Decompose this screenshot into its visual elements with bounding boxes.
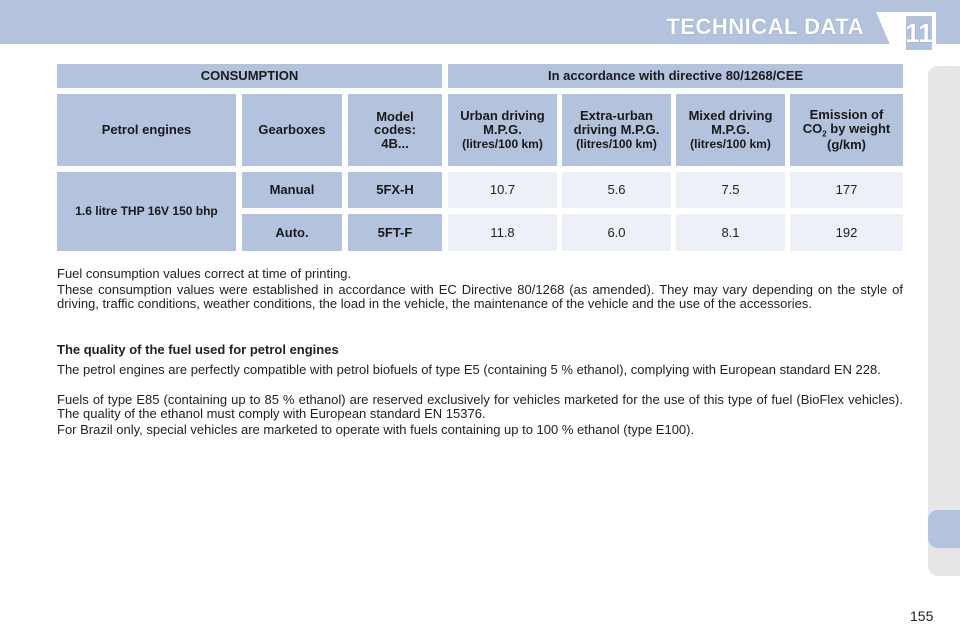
emission-header-rest: by weight [826,120,891,136]
co2-subscript: 2 [822,129,827,139]
urban-value: 11.8 [448,214,557,251]
model-codes-header-line: codes: [374,122,416,138]
model-code-cell: 5FT-F [348,214,442,251]
gearboxes-header: Gearboxes [242,94,342,166]
consumption-header: CONSUMPTION [57,64,442,88]
side-tab-marker [928,510,960,548]
urban-header-line: M.P.G. [483,121,522,137]
model-codes-header [348,94,442,166]
page-title: TECHNICAL DATA [666,14,864,39]
paragraph-e85: Fuels of type E85 (containing up to 85 % ethanol) are reserved exclusively for vehicles marketed for the use of this type of fuel (BioFlex vehicles). The quality of the ethanol must comply with European standard EN 15376. [57,392,903,421]
model-code-cell: 5FX-H [348,172,442,208]
mixed-header-line: Mixed driving [688,108,773,124]
chapter-number: 11 [904,14,934,52]
extra-urban-header [562,94,671,166]
extra-urban-header-line: Extra-urban [580,108,653,124]
extra-urban-header-unit: (litres/100 km) [576,137,657,152]
paragraph-e5: The petrol engines are perfectly compatible with petrol biofuels of type E5 (containing 5 % ethanol), complying with European standard EN 228. [57,362,881,377]
urban-header-unit: (litres/100 km) [462,137,543,152]
mixed-header [676,94,785,166]
emission-value: 192 [790,214,903,251]
petrol-engines-header: Petrol engines [57,94,236,166]
mixed-header-unit: (litres/100 km) [690,137,771,152]
gearbox-cell: Auto. [242,214,342,251]
emission-header-co2 [803,122,891,139]
section-title: The quality of the fuel used for petrol engines [57,342,339,357]
emission-value: 177 [790,172,903,208]
urban-header-line: Urban driving [460,108,545,124]
urban-value: 10.7 [448,172,557,208]
engine-label: 1.6 litre THP 16V 150 bhp [57,172,236,251]
paragraph-consumption-note: These consumption values were established in accordance with EC Directive 80/1268 (as amended). They may vary depending on the style of driving, traffic conditions, weather conditions, the load in the vehicle, the maintenance of the vehicle and the use of the accessories. [57,282,903,311]
mixed-value: 8.1 [676,214,785,251]
model-codes-header-line: Model [376,108,414,124]
directive-header: In accordance with directive 80/1268/CEE [448,64,903,88]
mixed-value: 7.5 [676,172,785,208]
emission-header-line: Emission of [809,106,884,122]
mixed-header-line: M.P.G. [711,121,750,137]
gearbox-cell: Manual [242,172,342,208]
paragraph-print-note: Fuel consumption values correct at time of printing. [57,266,352,281]
extra-urban-value: 5.6 [562,172,671,208]
urban-header [448,94,557,166]
co-text: CO [802,120,823,136]
extra-urban-header-line: driving M.P.G. [573,121,660,137]
model-codes-header-line: 4B... [381,135,409,151]
page-number: 155 [910,608,934,624]
side-rail [928,66,960,576]
emission-header-unit: (g/km) [826,137,866,153]
paragraph-brazil: For Brazil only, special vehicles are marketed to operate with fuels containing up to 100 % ethanol (type E100). [57,422,695,437]
emission-header [790,94,903,166]
extra-urban-value: 6.0 [562,214,671,251]
